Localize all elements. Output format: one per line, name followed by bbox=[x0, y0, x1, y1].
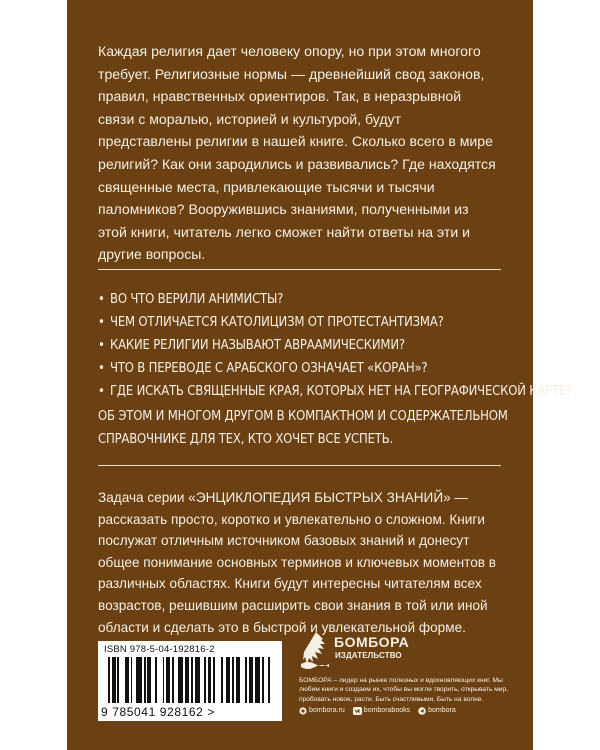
publisher-logo bbox=[301, 630, 421, 670]
bullet-icon: • bbox=[98, 361, 105, 376]
question-text: ГДЕ ИСКАТЬ СВЯЩЕННЫЕ КРАЯ, КОТОРЫХ НЕТ НА ГЕОГРАФИЧЕСКОЙ КАРТЕ? bbox=[110, 384, 573, 399]
divider-bottom bbox=[98, 465, 501, 466]
social-label: bombora bbox=[428, 707, 456, 714]
telegram-icon bbox=[418, 707, 426, 715]
barcode-gap bbox=[270, 657, 274, 703]
series-rest: » — рассказать просто, коротко и увлекательно о сложном. Книги послужат отличным источником базовых знаний и донесут общее понимание основных терминов и ключевых моментов в различных областях. Книги будут интересны читателям всех возрастов, решившим расширить свои знания в той или иной области и сделать это в быстрой и увлекательной форме. bbox=[98, 490, 497, 635]
social-label: bomborabooks bbox=[363, 707, 411, 714]
question-text: ВО ЧТО ВЕРИЛИ АНИМИСТЫ? bbox=[110, 292, 284, 307]
social-link-telegram[interactable] bbox=[418, 706, 456, 716]
question-item bbox=[98, 334, 508, 357]
question-item bbox=[98, 380, 573, 403]
book-back-cover bbox=[67, 0, 573, 750]
series-paragraph bbox=[98, 487, 508, 638]
divider-top bbox=[98, 269, 501, 270]
question-text: КАКИЕ РЕЛИГИИ НАЗЫВАЮТ АВРААМИЧЕСКИМИ? bbox=[110, 338, 405, 353]
publisher-name: БОМБОРА bbox=[334, 634, 410, 650]
bullet-icon: • bbox=[98, 292, 105, 307]
publisher-subtitle: ИЗДАТЕЛЬСТВО bbox=[335, 651, 402, 660]
vk-icon bbox=[353, 707, 362, 715]
barcode-box bbox=[98, 641, 282, 721]
question-list bbox=[98, 288, 573, 403]
summary-text: ОБ ЭТОМ И МНОГОМ ДРУГОМ В КОМПАКТНОМ И СОДЕРЖАТЕЛЬНОМ СПРАВОЧНИКЕ ДЛЯ ТЕХ, КТО ХОЧЕТ ВСЕ УСПЕТЬ. bbox=[98, 409, 508, 447]
site-icon bbox=[299, 707, 307, 715]
barcode-digits: 9 785041 928162 > bbox=[101, 705, 215, 719]
question-item bbox=[98, 357, 508, 380]
bullet-icon: • bbox=[98, 338, 105, 353]
series-name: ЭНЦИКЛОПЕДИЯ БЫСТРЫХ ЗНАНИЙ bbox=[195, 490, 444, 505]
isbn-text: ISBN 978-5-04-192816-2 bbox=[104, 644, 215, 655]
social-label: bombora.ru bbox=[309, 707, 345, 714]
question-item bbox=[98, 288, 508, 311]
social-link-vk[interactable] bbox=[353, 706, 410, 716]
series-lead: Задача серии « bbox=[98, 490, 196, 505]
bullet-icon: • bbox=[98, 315, 105, 330]
publisher-blurb: БОМБОРА – лидер на рынке полезных и вдохновляющих книг. Мы любим книги и создаем их, чтобы вы могли творить, открывать мир, пробовать новое, расти. Быть счастливыми. Быть на волне. bbox=[299, 677, 508, 703]
question-text: ЧТО В ПЕРЕВОДЕ С АРАБСКОГО ОЗНАЧАЕТ «КОРАН»? bbox=[110, 361, 428, 376]
social-links bbox=[299, 706, 456, 716]
question-text: ЧЕМ ОТЛИЧАЕТСЯ КАТОЛИЦИЗМ ОТ ПРОТЕСТАНТИЗМА? bbox=[110, 315, 444, 330]
social-link-site[interactable] bbox=[299, 706, 345, 716]
barcode-bars bbox=[108, 657, 274, 705]
bullet-icon: • bbox=[98, 384, 105, 399]
question-item bbox=[98, 311, 508, 334]
intro-paragraph: Каждая религия дает человеку опору, но при этом многого требует. Религиозные нормы — древнейший свод законов, правил, нравственных ориентиров. Так, в неразрывной связи с моралью, историей и культурой, будут представлены религии в нашей книге. Сколько всего в мире религий? Как они зародились и развивались? Где находятся священные места, привлекающие тысячи и тысячи паломников? Вооружившись знаниями, полученными из этой книги, читатель легко сможет найти ответы на эти и другие вопросы. bbox=[98, 43, 496, 263]
bombora-logo-icon bbox=[301, 630, 331, 670]
